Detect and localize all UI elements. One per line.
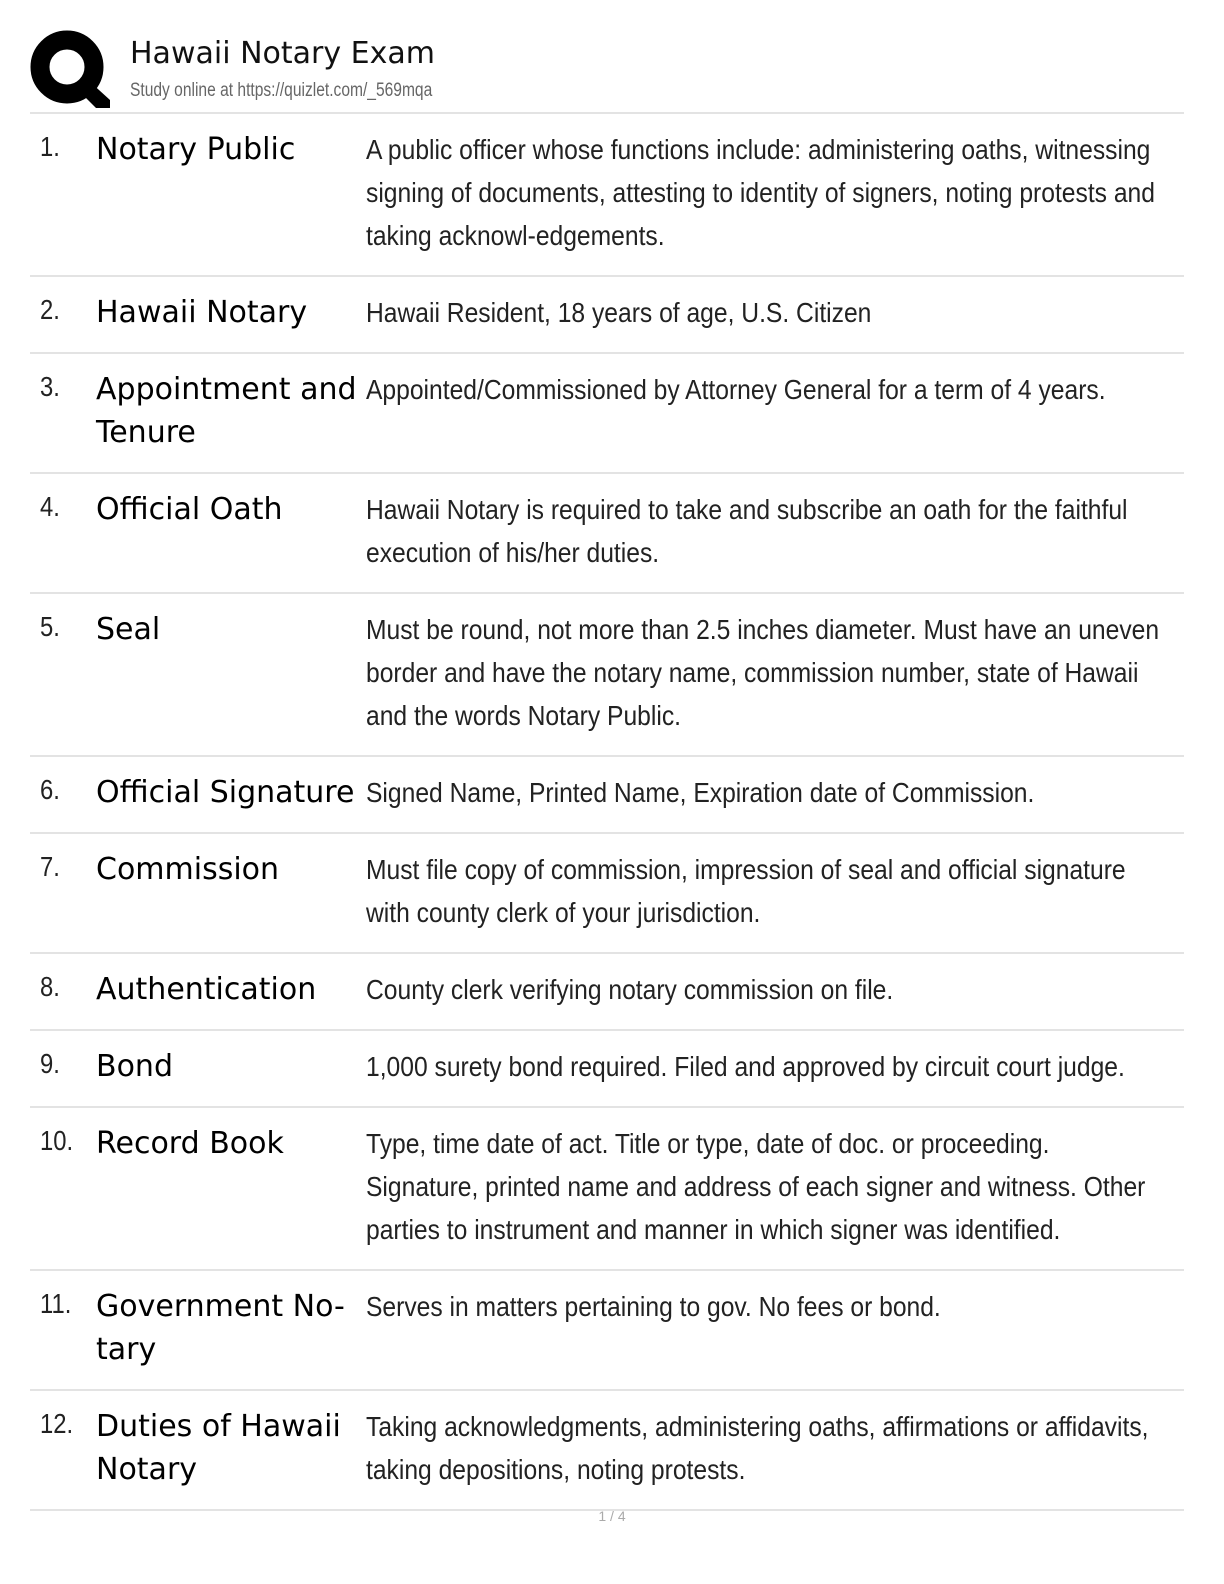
card-row [30,757,1184,834]
page-header [30,30,1184,114]
card-term: Official Signature [96,775,355,810]
card-term: Hawaii Notary [96,295,308,330]
page-number: 1 / 4 [598,1508,626,1524]
card-number: 2. [40,294,60,325]
card-row [30,1391,1184,1511]
card-term: Duties of Hawaii Notary [96,1409,341,1487]
card-term: Bond [96,1049,173,1084]
study-link[interactable]: Study online at https://quizlet.com/_569mqa [130,80,433,101]
card-row [30,834,1184,954]
card-term: Government No-tary [96,1289,345,1367]
card-definition: Hawaii Notary is required to take and subscribe an oath for the faithful execution of his/her duties. [366,494,1128,568]
card-row [30,954,1184,1031]
card-row [30,114,1184,277]
card-number: 9. [40,1048,60,1079]
card-term: Seal [96,612,161,647]
card-definition: Hawaii Resident, 18 years of age, U.S. Citizen [366,297,872,328]
card-number: 5. [40,611,60,642]
card-term: Appointment and Tenure [96,372,357,450]
card-definition: Type, time date of act. Title or type, date of doc. or proceeding. Signature, printed name and address of each signer and witness. Other parties to instrument and manner in which signer was identified. [366,1128,1146,1245]
card-definition: Appointed/Commissioned by Attorney General for a term of 4 years. [366,374,1106,405]
card-definition: A public officer whose functions include: administering oaths, witnessing signing of documents, attesting to identity of signers, noting protests and taking acknowl-edgements. [366,134,1155,251]
card-definition: County clerk verifying notary commission on file. [366,974,894,1005]
card-number: 11. [40,1288,72,1319]
card-number: 12. [40,1408,74,1439]
card-number: 8. [40,971,60,1002]
card-definition: Taking acknowledgments, administering oaths, affirmations or affidavits, taking depositions, noting protests. [366,1411,1149,1485]
card-number: 7. [40,851,60,882]
card-row [30,354,1184,474]
card-term: Official Oath [96,492,283,527]
card-row [30,1108,1184,1271]
quizlet-logo-icon [30,30,110,110]
card-definition: Must file copy of commission, impression of seal and official signature with county clerk of your jurisdiction. [366,854,1126,928]
card-term: Notary Public [96,132,296,167]
card-number: 6. [40,774,60,805]
card-definition: 1,000 surety bond required. Filed and approved by circuit court judge. [366,1051,1125,1082]
card-row [30,1031,1184,1108]
card-number: 4. [40,491,60,522]
card-number: 3. [40,371,60,402]
card-row [30,474,1184,594]
card-term: Authentication [96,972,317,1007]
card-row [30,277,1184,354]
card-number: 1. [40,131,60,162]
card-definition: Must be round, not more than 2.5 inches diameter. Must have an uneven border and have the notary name, commission number, state of Hawaii and the words Notary Public. [366,614,1160,731]
card-definition: Signed Name, Printed Name, Expiration date of Commission. [366,777,1035,808]
page-title: Hawaii Notary Exam [130,36,435,71]
card-term: Record Book [96,1126,284,1161]
card-number: 10. [40,1125,74,1156]
card-row [30,1271,1184,1391]
card-term: Commission [96,852,280,887]
flashcard-list [30,114,1184,1511]
card-row [30,594,1184,757]
card-definition: Serves in matters pertaining to gov. No fees or bond. [366,1291,941,1322]
